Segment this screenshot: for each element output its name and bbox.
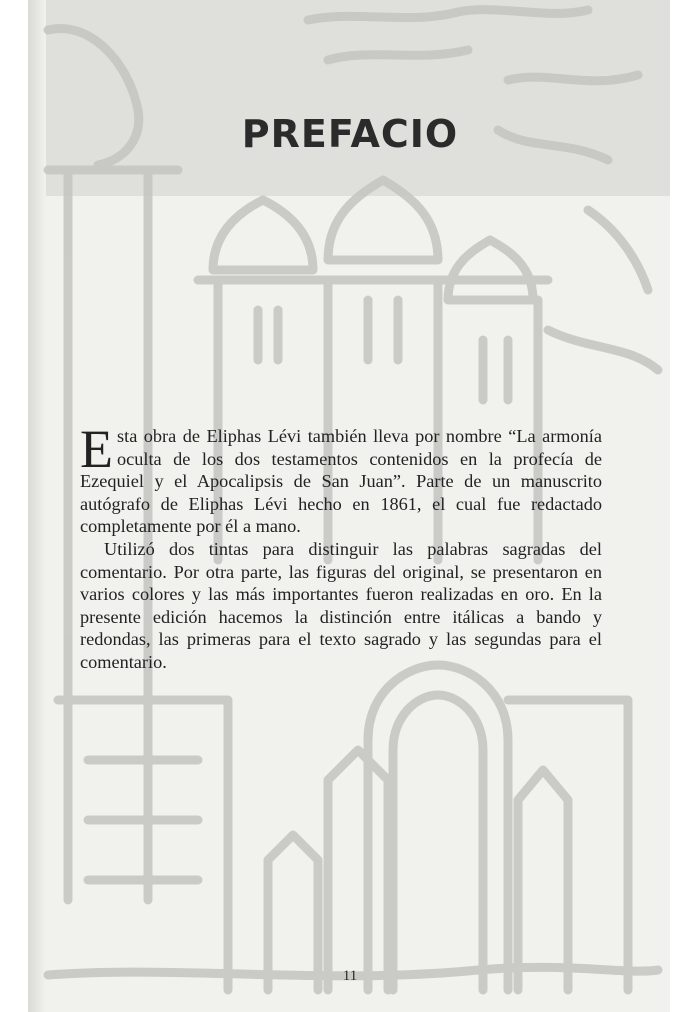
paragraph-2: Utilizó dos tintas para distinguir las palabras sagradas del comentario. Por otra parte, las figuras del original, se presentaron en varios colores y las más importantes fueron realizadas en oro. En la presente edición hacemos la distinción entre itálicas a bando y redondas, las primeras para el texto sagrado y las segundas para el comentario. (80, 538, 602, 672)
preface-body (80, 419, 602, 674)
paragraph-1 (80, 419, 602, 538)
drop-cap: E (80, 419, 113, 479)
page-title: PREFACIO (241, 112, 459, 156)
page-number: 11 (342, 968, 358, 984)
paragraph-1-text: sta obra de Eliphas Lévi también lleva por nombre “La armonía oculta de los dos testamentos contenidos en la profecía de Ezequiel y el Apocalipsis de San Juan”. Parte de un manuscrito autógrafo de Eliphas Lévi hecho en 1861, el cual fue redactado completamente por él a mano. (80, 426, 602, 537)
